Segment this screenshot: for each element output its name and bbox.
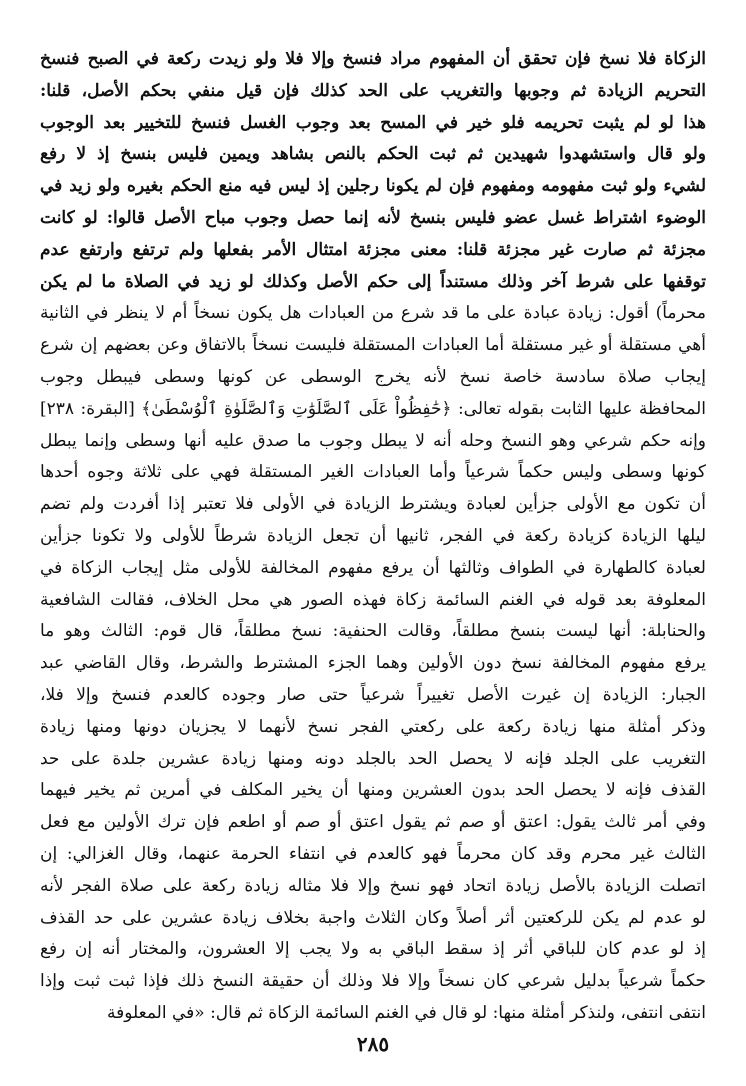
text-line: لشيء ولو ثبت مفهومه ومفهوم فإن لم يكونا رجلين إذ ليس فيه منع الحكم بغيره ولو زيد في (40, 176, 706, 197)
text-line: مجزئة ثم صارت غير مجزئة قلنا: معنى مجزئة امتثال الأمر بفعلها ولم ترتفع وارتفع عدم (40, 239, 706, 260)
text-line: وذكر أمثلة منها زيادة ركعة على ركعتي الفجر نسخ لأنهما لا يجزيان دونها ومنها زيادة (40, 716, 706, 737)
text-line: القذف فإنه لا يحصل الحد بدون العشرين ومنها أن يخير المكلف في أمرين ثم يخير فيهما (40, 780, 706, 801)
text-line: كونها وسطى وليس حكماً شرعياً وأما العبادات الغير المستقلة فهي على ثلاثة وجوه أحدها (40, 462, 706, 483)
text-line: التحريم الزيادة ثم وجوبها والتغريب على الحد كذلك فإن قيل منفي بحكم الأصل، قلنا: (40, 80, 706, 101)
text-line: لو عدم لم يكن للركعتين أثر أصلاً وكان الثلاث واجبة بخلاف زيادة عشرين على حد القذف (40, 907, 706, 928)
text-line: إيجاب صلاة سادسة خاصة نسخ لأنه يخرج الوسطى عن كونها وسطى فيبطل وجوب (40, 366, 706, 387)
text-line: أهي مستقلة أو غير مستقلة أما العبادات المستقلة فليست نسخاً بالاتفاق وعن بعضهم إن شرع (40, 335, 706, 356)
text-line: الزكاة فلا نسخ فإن تحقق أن المفهوم مراد فنسخ وإلا فلا ولو زيدت ركعة في الصبح فنسخ (40, 49, 706, 69)
text-line: المعلوفة بعد قوله في الغنم السائمة زكاة فهذه الصور هي محل الخلاف، فقالت الشافعية (40, 589, 706, 610)
text-line: ولو قال واستشهدوا شهيدين ثم ثبت الحكم بالنص بشاهد ويمين فليس بنسخ إذ لا رفع (40, 144, 706, 165)
body-text (40, 44, 706, 1030)
text-line: الثالث غير محرم وقد كان محرماً فهو كالعدم في انتفاء الحرمة عنهما، وقال الغزالي: إن (40, 843, 706, 864)
text-line: انتفى انتفى، ولنذكر أمثلة منها: لو قال في الغنم السائمة الزكاة ثم قال: «في المعلوفة (106, 1002, 706, 1023)
text-line: الوضوء اشتراط غسل عضو فليس بنسخ لأنه إنما حصل وجوب مباح الأصل قالوا: لو كانت (40, 207, 706, 228)
text-line: وفي أمر ثالث يقول: اعتق أو صم ثم يقول اعتق أو صم أو اطعم فإن ترك الأولين مع فعل (40, 812, 706, 833)
text-line: ليلها الزيادة كزيادة ركعة في الفجر، ثانيها أن تجعل الزيادة شرطاً للأولى ولا تكونا جزأين (40, 525, 706, 546)
text-line: إذ لو عدم كان للباقي أثر إذ سقط الباقي به ولا يجب إلا العشرون، والمختار أنه إن رفع (40, 939, 706, 960)
text-line: اتصلت الزيادة بالأصل زيادة اتحاد فهو نسخ وإلا فلا مثاله زيادة ركعة على صلاة الفجر لأنه (40, 875, 706, 896)
text-line: هذا لو لم يثبت تحريمه فلو خير في المسح بعد وجوب الغسل فنسخ للتخيير بعد الوجوب (40, 112, 706, 133)
page-number: ٢٨٥ (356, 1032, 390, 1056)
text-line: المحافظة عليها الثابت بقوله تعالى: ﴿حَٰفِظُواْ عَلَى ٱلصَّلَوَٰتِ وَٱلصَّلَوٰةِ ٱلْوُسْطَىٰ﴾ [البقرة: ٢٣٨] (40, 398, 706, 419)
text-line: أن تكون مع الأولى جزأين لعبادة ويشترط الزيادة في الأولى فلا تعتبر إذا أفردت ولم تضم (40, 494, 706, 515)
text-line: والحنابلة: أنها ليست بنسخ مطلقاً، وقالت الحنفية: نسخ مطلقاً، قال قوم: الثالث وهو ما (40, 621, 706, 642)
text-line: الجبار: الزيادة إن غيرت الأصل تغييراً شرعياً حتى صار وجوده كالعدم فنسخ وإلا فلا، (40, 684, 706, 705)
text-line: وإنه حكم شرعي وهو النسخ وحله أنه لا يبطل وجوب ما صدق عليه أنها وسطى وإنما يبطل (40, 430, 706, 451)
text-line: التغريب على الجلد فإنه لا يحصل الحد بالجلد دونه ومنها زيادة عشرين جلدة على حد (40, 748, 706, 769)
text-line: لعبادة كالطهارة في الطواف وثالثها أن يرفع مفهوم المخالفة للأولى مثل إيجاب الزكاة في (40, 557, 706, 578)
text-line: يرفع مفهوم المخالفة نسخ دون الأولين وهما الجزء المشترط والشرط، وقال القاضي عبد (40, 653, 706, 674)
text-line: محرماً) أقول: زيادة عبادة على ما قد شرع من العبادات هل يكون نسخاً أم لا ينظر في الثانية (40, 303, 706, 324)
text-line: حكماً شرعياً بدليل شرعي كان نسخاً وإلا فلا وذلك أن حقيقة النسخ ذلك فإذا ثبت ثبت وإذا (40, 971, 706, 992)
text-line: توقفها على شرط آخر وذلك مستنداً إلى حكم الأصل وكذلك لو زيد في الصلاة ما لم يكن (40, 271, 706, 292)
